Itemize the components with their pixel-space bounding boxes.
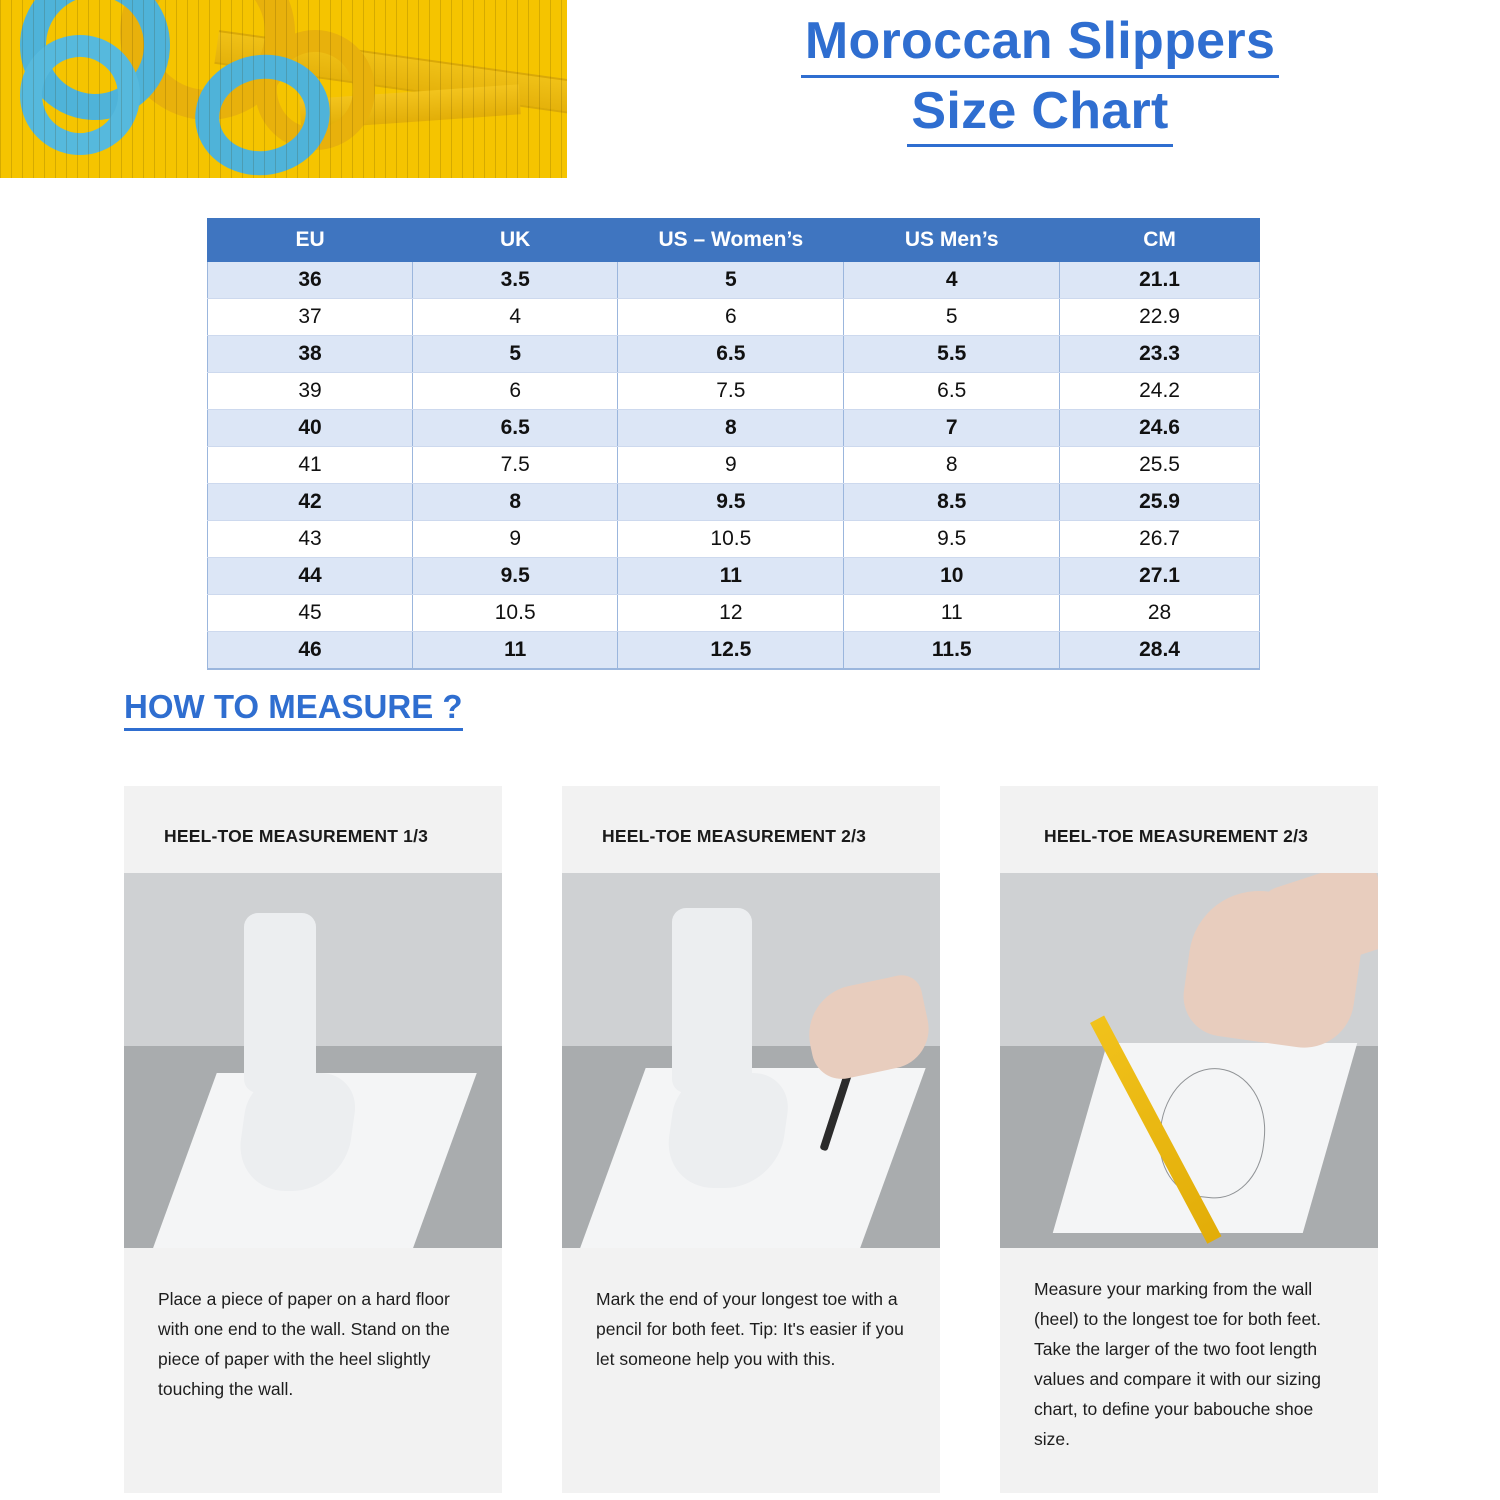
title-line-1: Moroccan Slippers — [801, 8, 1279, 78]
sock — [244, 913, 316, 1093]
card-description: Place a piece of paper on a hard floor with one end to the wall. Stand on the piece of paper with the heel slightly touching the wall. — [158, 1289, 450, 1400]
cell-eu: 44 — [208, 558, 413, 595]
tape-ticks — [0, 0, 567, 178]
card-description: Mark the end of your longest toe with a pencil for both feet. Tip: It's easier if you let someone help you with this. — [596, 1289, 904, 1370]
cell-eu: 40 — [208, 410, 413, 447]
marking-toe-photo — [562, 873, 940, 1248]
cell-cm: 26.7 — [1060, 521, 1260, 558]
cell-us-women: 9.5 — [618, 484, 844, 521]
cell-cm: 21.1 — [1060, 262, 1260, 299]
cell-us-men: 5.5 — [844, 336, 1060, 373]
cell-us-men: 7 — [844, 410, 1060, 447]
cell-us-women: 12 — [618, 595, 844, 632]
size-chart-table — [207, 218, 1260, 670]
cell-cm: 25.5 — [1060, 447, 1260, 484]
table-header-row — [208, 219, 1260, 262]
cell-us-men: 5 — [844, 299, 1060, 336]
cell-us-men: 11.5 — [844, 632, 1060, 670]
cell-eu: 45 — [208, 595, 413, 632]
measuring-tape-photo — [0, 0, 567, 178]
cell-us-women: 5 — [618, 262, 844, 299]
table-row — [208, 299, 1260, 336]
cell-uk: 11 — [413, 632, 618, 670]
title-line-2: Size Chart — [907, 78, 1172, 148]
cell-uk: 5 — [413, 336, 618, 373]
cell-uk: 6.5 — [413, 410, 618, 447]
cell-us-women: 9 — [618, 447, 844, 484]
sock — [672, 908, 752, 1093]
cell-eu: 37 — [208, 299, 413, 336]
cell-cm: 25.9 — [1060, 484, 1260, 521]
column-header-eu: EU — [208, 219, 413, 262]
cell-us-women: 12.5 — [618, 632, 844, 670]
cell-us-men: 11 — [844, 595, 1060, 632]
table-row — [208, 373, 1260, 410]
table-row — [208, 632, 1260, 670]
measurement-card-3 — [1000, 786, 1378, 1493]
column-header-us-women: US – Women’s — [618, 219, 844, 262]
column-header-cm: CM — [1060, 219, 1260, 262]
table-row — [208, 336, 1260, 373]
foot-on-paper-photo — [124, 873, 502, 1248]
cell-us-men: 8.5 — [844, 484, 1060, 521]
cell-uk: 6 — [413, 373, 618, 410]
page-title — [600, 8, 1480, 147]
table-row — [208, 262, 1260, 299]
card-title: HEEL-TOE MEASUREMENT 2/3 — [1044, 826, 1309, 846]
measurement-steps — [124, 786, 1380, 1493]
cell-cm: 23.3 — [1060, 336, 1260, 373]
cell-uk: 9.5 — [413, 558, 618, 595]
cell-us-men: 4 — [844, 262, 1060, 299]
cell-cm: 28.4 — [1060, 632, 1260, 670]
cell-uk: 10.5 — [413, 595, 618, 632]
cell-cm: 24.6 — [1060, 410, 1260, 447]
table-row — [208, 410, 1260, 447]
cell-us-women: 6.5 — [618, 336, 844, 373]
cell-eu: 43 — [208, 521, 413, 558]
measuring-tape-step-photo — [1000, 873, 1378, 1248]
cell-cm: 24.2 — [1060, 373, 1260, 410]
card-title: HEEL-TOE MEASUREMENT 1/3 — [164, 826, 429, 846]
cell-uk: 9 — [413, 521, 618, 558]
cell-eu: 42 — [208, 484, 413, 521]
cell-eu: 46 — [208, 632, 413, 670]
table-row — [208, 447, 1260, 484]
cell-us-men: 8 — [844, 447, 1060, 484]
table-row — [208, 484, 1260, 521]
cell-us-women: 8 — [618, 410, 844, 447]
cell-us-men: 10 — [844, 558, 1060, 595]
cell-cm: 27.1 — [1060, 558, 1260, 595]
card-title: HEEL-TOE MEASUREMENT 2/3 — [602, 826, 867, 846]
cell-eu: 39 — [208, 373, 413, 410]
cell-uk: 4 — [413, 299, 618, 336]
cell-us-women: 11 — [618, 558, 844, 595]
cell-uk: 8 — [413, 484, 618, 521]
table-row — [208, 521, 1260, 558]
cell-eu: 41 — [208, 447, 413, 484]
table-row — [208, 558, 1260, 595]
measurement-card-2 — [562, 786, 940, 1493]
cell-eu: 36 — [208, 262, 413, 299]
cell-us-women: 10.5 — [618, 521, 844, 558]
size-chart-table-wrap — [207, 218, 1260, 670]
column-header-us-men: US Men’s — [844, 219, 1060, 262]
cell-us-women: 6 — [618, 299, 844, 336]
cell-us-women: 7.5 — [618, 373, 844, 410]
measurement-card-1 — [124, 786, 502, 1493]
cell-uk: 7.5 — [413, 447, 618, 484]
header — [0, 0, 1500, 180]
cell-us-men: 9.5 — [844, 521, 1060, 558]
card-description: Measure your marking from the wall (heel) to the longest toe for both feet. Take the larger of the two foot length values and compare it with our sizing chart, to define your babouche shoe size. — [1034, 1279, 1321, 1450]
how-to-measure-heading: HOW TO MEASURE ? — [124, 688, 463, 731]
cell-uk: 3.5 — [413, 262, 618, 299]
cell-eu: 38 — [208, 336, 413, 373]
cell-cm: 22.9 — [1060, 299, 1260, 336]
cell-cm: 28 — [1060, 595, 1260, 632]
cell-us-men: 6.5 — [844, 373, 1060, 410]
table-row — [208, 595, 1260, 632]
column-header-uk: UK — [413, 219, 618, 262]
